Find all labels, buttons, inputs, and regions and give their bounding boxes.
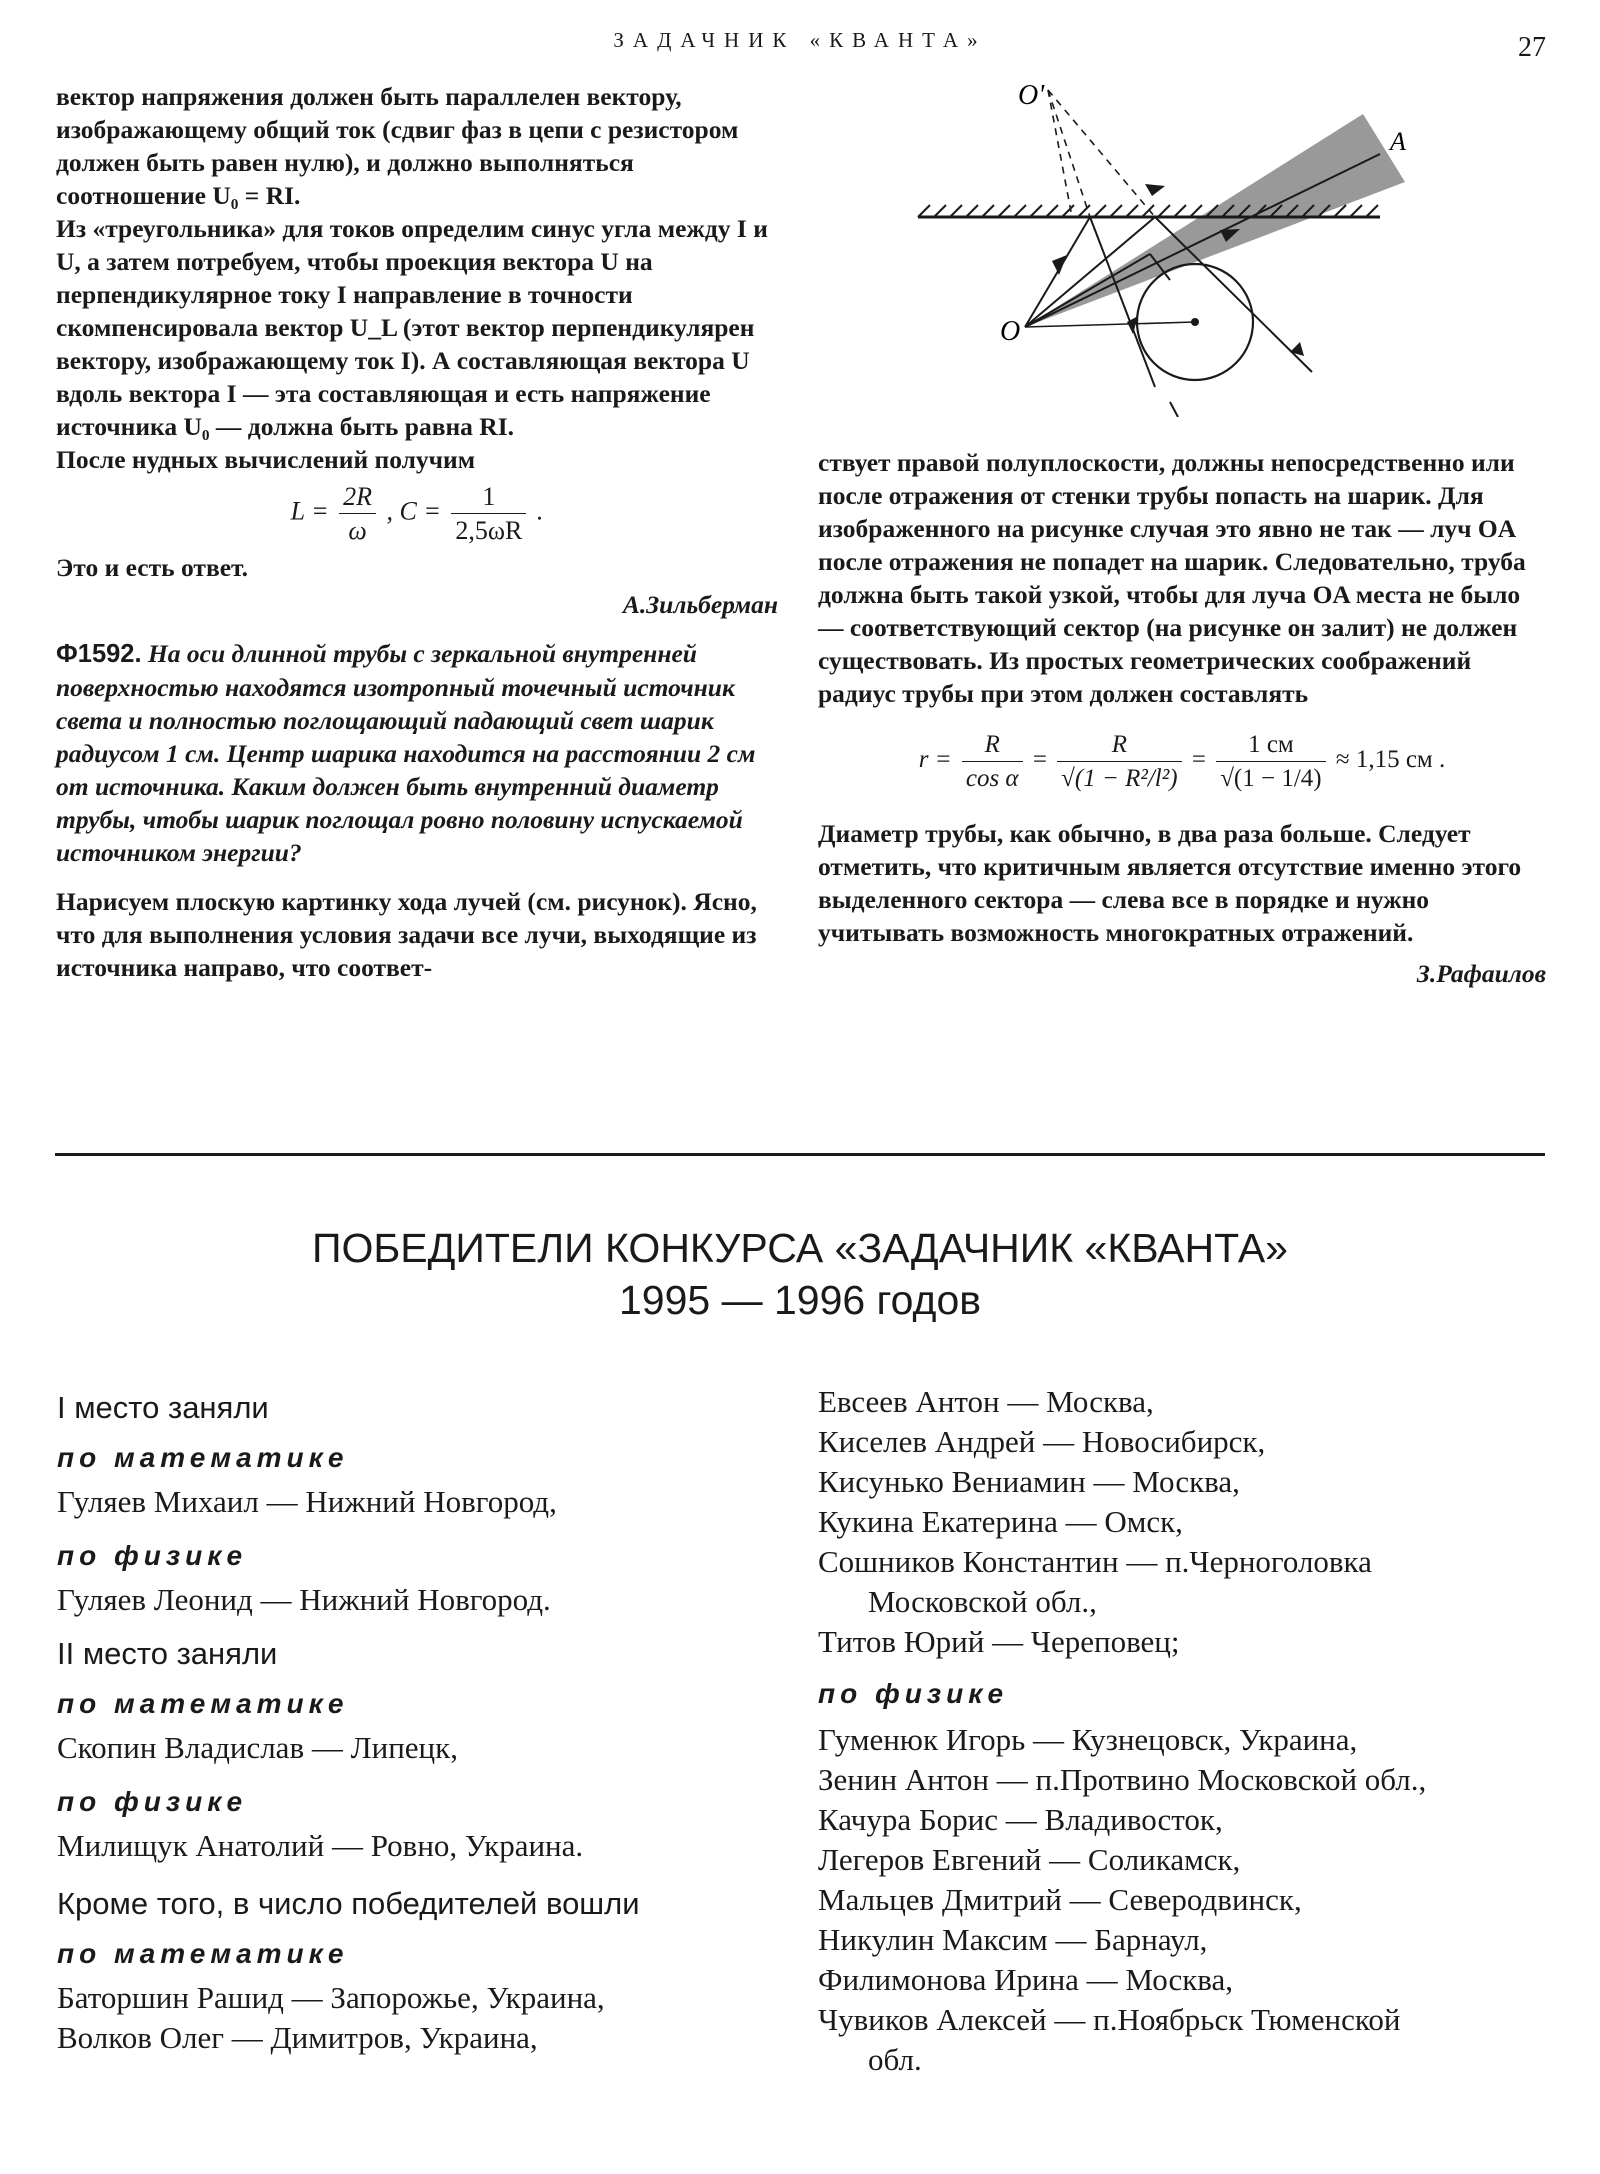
fraction: $\frac{2R}{\omega}$ <box>339 480 376 547</box>
paragraph: Нарисуем плоскую картинку хода лучей (см. рисунок). Ясно, что для выполнения условия задачи все лучи, выходящие из источника направо, что соответ- <box>56 887 757 982</box>
label-A: A <box>1390 127 1406 156</box>
section-divider <box>55 1153 1545 1156</box>
winner-entry: Сошников Константин — п.Черноголовка <box>818 1544 1372 1579</box>
category-phys: по физике <box>818 1678 1009 1709</box>
winner-entry: Милищук Анатолий — Ровно, Украина. <box>57 1828 584 1863</box>
winners-left-column <box>57 1388 797 2058</box>
winner-entry: Гуменюк Игорь — Кузнецовск, Украина, <box>818 1722 1358 1757</box>
winner-entry: Мальцев Дмитрий — Северодвинск, <box>818 1882 1302 1917</box>
winner-entry: Титов Юрий — Череповец; <box>818 1624 1180 1659</box>
author-signature: А.Зильберман <box>622 590 778 619</box>
paragraph: Это и есть ответ. <box>56 553 249 582</box>
paragraph: Диаметр трубы, как обычно, в два раза больше. Следует отметить, что критичным является отсутствие именно этого выделенного сектора — слева все в порядке и нужно учитывать возможность многократных отражений. <box>818 819 1522 947</box>
winner-entry: Никулин Максим — Барнаул, <box>818 1922 1208 1957</box>
winner-entry: Скопин Владислав — Липецк, <box>57 1730 458 1765</box>
formula-LC: L = $\frac{2R}{\omega}$ , C = $\frac{1}{2,5\omega R}$ . <box>290 482 544 545</box>
right-column <box>818 446 1546 990</box>
winner-entry: Киселев Андрей — Новосибирск, <box>818 1424 1266 1459</box>
winner-entry: Гуляев Михаил — Нижний Новгород, <box>57 1484 557 1519</box>
winner-entry: Кукина Екатерина — Омск, <box>818 1504 1183 1539</box>
place-1-heading: I место заняли <box>57 1390 269 1425</box>
page-number: 27 <box>1518 32 1546 63</box>
winner-entry: Чувиков Алексей — п.Ноябрьск Тюменской <box>818 2002 1401 2037</box>
paragraph: ствует правой полуплоскости, должны непосредственно или после отражения от стенки трубы попасть на шарик. Для изображенного на рисунке случая это явно не так — луч OA после отражения не попадет на шарик. Следовательно, труба должна быть такой узкой, чтобы для луча OA места не было — соответствующий сектор (на рисунке он залит) не должен существовать. Из простых геометрических соображений радиус трубы при этом должен составлять <box>818 448 1526 708</box>
formula-r: r = $\frac{R}{\text{cos α}}$ = $\frac{R}{\text{√(1 − R²/l²)}}$ = $\frac{1 см}{√(1 - 1/4)}$ ≈ 1,15 см . <box>818 728 1546 795</box>
left-column <box>56 80 778 984</box>
winner-entry: Качура Борис — Владивосток, <box>818 1802 1223 1837</box>
label-O-prime: O' <box>1018 80 1045 111</box>
category-math: по математике <box>57 1688 349 1719</box>
problem <box>56 637 778 869</box>
fraction: $\frac{1}{2,5\omega R}$ <box>451 480 526 547</box>
winner-entry: Зенин Антон — п.Протвино Московской обл., <box>818 1762 1427 1797</box>
problem-id: Ф1592. <box>56 640 142 668</box>
winners-right-column <box>818 1382 1558 2080</box>
fraction: $\frac{1 см}{√(1 - 1/4)}$ <box>1216 728 1325 795</box>
category-math: по математике <box>57 1938 349 1969</box>
winner-entry-continuation: Московской обл., <box>868 1584 1097 1619</box>
winner-entry: Легеров Евгений — Соликамск, <box>818 1842 1241 1877</box>
winner-entry: Гуляев Леонид — Нижний Новгород. <box>57 1582 551 1617</box>
also-winners-heading: Кроме того, в число победителей вошли <box>57 1886 640 1921</box>
title-line-1: ПОБЕДИТЕЛИ КОНКУРСА «ЗАДАЧНИК «КВАНТА» <box>312 1225 1288 1271</box>
winner-entry: Кисунько Вениамин — Москва, <box>818 1464 1240 1499</box>
paragraph: Из «треугольника» для токов определим синус угла между I и U, а затем потребуем, чтобы проекция вектора U на перпендикулярное току I направление в точности скомпенсировала вектор U_L (этот вектор перпендикулярен вектору, изображающему ток I). А составляющая вектора U вдоль вектора I — эта составляющая и есть напряжение источника U₀ — должна быть равна RI. <box>56 214 768 441</box>
fraction: $\frac{R}{\text{cos α}}$ <box>962 728 1023 795</box>
paragraph: После нудных вычислений получим <box>56 445 476 474</box>
problem-text: На оси длинной трубы с зеркальной внутренней поверхностью находятся изотропный точечный источник света и полностью поглощающий падающий свет шарик радиусом 1 см. Центр шарика находится на расстоянии 2 см от источника. Каким должен быть внутренний диаметр трубы, чтобы шарик поглощал ровно половину испускаемой источником энергии? <box>56 639 756 867</box>
winner-entry: Филимонова Ирина — Москва, <box>818 1962 1234 1997</box>
label-O: O <box>1000 316 1021 347</box>
category-math: по математике <box>57 1442 349 1473</box>
radius-line <box>1025 322 1195 327</box>
winner-entry-continuation: обл. <box>868 2042 922 2077</box>
running-header: ЗАДАЧНИК «КВАНТА» <box>613 28 987 52</box>
ray-diagram-figure <box>900 72 1420 417</box>
image-source-dashes <box>1048 90 1155 217</box>
winners-title <box>0 1222 1600 1326</box>
fraction: $\frac{R}{\text{√(1 − R²/l²)}}$ <box>1057 728 1181 795</box>
winner-entry: Евсеев Антон — Москва, <box>818 1384 1154 1419</box>
category-phys: по физике <box>57 1786 248 1817</box>
paragraph: вектор напряжения должен быть параллелен вектору, изображающему общий ток (сдвиг фаз в цепи с резистором должен быть равен нулю), и должно выполняться соотношение U₀ = RI. <box>56 82 739 210</box>
winner-entry: Волков Олег — Димитров, Украина, <box>57 2020 538 2055</box>
winner-entry: Баторшин Рашид — Запорожье, Украина, <box>57 1980 605 2015</box>
shaded-sector <box>1025 114 1405 327</box>
category-phys: по физике <box>57 1540 248 1571</box>
title-line-2: 1995 — 1996 годов <box>618 1277 982 1323</box>
place-2-heading: II место заняли <box>57 1636 278 1671</box>
author-signature: З.Рафаилов <box>1416 959 1546 988</box>
